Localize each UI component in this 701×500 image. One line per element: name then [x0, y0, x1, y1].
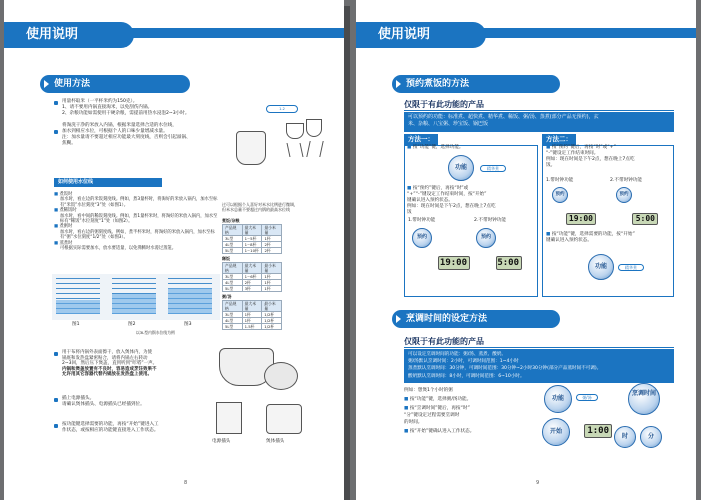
booking-button-2[interactable]: 预约 [476, 228, 496, 248]
mode-pill: 精华煮 [480, 165, 506, 172]
table-soup: 产品规格 最大米量 最小米量 3L型 1杯 1/2杯 4L型 1杯 1/2杯 5L型 1.5杯 1/2杯 [222, 300, 282, 330]
page-banner: 使用说明 [4, 22, 134, 48]
figure-caption-2: 图2 [128, 322, 136, 327]
start-text: 按功能键选择需要的功能，再按“开始”键进入工 作状态，或按相应的功能键直接进入工作状态。 [62, 422, 159, 433]
bullet-icon [54, 424, 58, 428]
divider [404, 110, 674, 111]
cooktime-subtitle: 仅限于有此功能的产品 [404, 337, 484, 346]
m2-clock-label: 1.带时钟功能 [546, 178, 574, 183]
bullet-icon [54, 130, 58, 134]
booking-functions-box: 可以预约的功能：标准煮、超快煮、精华煮、稀饭、粥/汤、蒸煮(部分产品无预约)，玄 米、杂粮、八宝粥、珍宝饭、锅巴饭 [404, 112, 674, 132]
bullet-icon [54, 101, 58, 105]
method-one-label: 方法一： [404, 134, 438, 145]
cook-time-button[interactable]: 烹调时间 [628, 383, 660, 415]
page-number: 8 [184, 480, 188, 486]
display-1900: 19:00 [438, 256, 470, 270]
right-page [356, 0, 696, 500]
m2-noclock-label: 2.不带时钟功能 [610, 178, 642, 183]
booking-button-3[interactable]: 预约 [552, 187, 568, 203]
display-500: 5:00 [496, 256, 522, 270]
booking-button-4[interactable]: 预约 [616, 187, 632, 203]
water-level-figures [52, 274, 220, 320]
method-two-label: 方法二： [542, 134, 576, 145]
page-number: 9 [536, 480, 540, 486]
table-rice: 产品规格 最大米量 最小米量 3L型 1~5杯 1杯 4L型 1~8杯 2杯 5L型 1~10杯 2杯 [222, 224, 282, 254]
display-500-b: 5:00 [632, 213, 658, 225]
function-button-3[interactable]: 功能 [544, 385, 572, 413]
function-button-2[interactable]: 功能 [588, 254, 614, 280]
bullet-icon [54, 352, 58, 356]
booking-subtitle: 仅限于有此功能的产品 [404, 100, 484, 109]
display-time: 1:00 [584, 424, 612, 438]
cooktime-steps: ■ 按“功能”键，选择粥/汤功能。 ■ 按“烹调时间”键后，再按“时” “分”键设定过程需要烹调时 的时间。 ■ 按“开始”键确认进入工作状态。 [404, 397, 475, 434]
plug-label-power: 电源插头 [212, 439, 231, 444]
hour-button[interactable]: 时 [614, 426, 636, 448]
plug-illustration [210, 398, 310, 444]
divider [404, 347, 674, 348]
place-pot-text: 用干布将内锅外表面擦干，放入煲体内，为使 锅底和发热盘紧密贴合，请将内锅左右转动 2~3回，然后压下煲盖，直到听到“咔嗒”一声。 内锅和煲盖放置有不良时，容易造成烹饪效果不 允许用其它容器代替内锅放在发热盘上使用。 [62, 350, 158, 378]
m1-step2: ■ 按“预约”键后，再按“时”或 “+”“-”键设定工作结束时间，按“开始” 键确认进入预约状态。 例如：现在时间是下午2点，想在晚上7点吃 饭 [407, 186, 496, 215]
mode-pill-2: 精华煮 [618, 264, 644, 271]
function-button[interactable]: 功能 [448, 155, 474, 181]
porridge-pill: 粥/汤 [576, 394, 598, 401]
page-gutter-shadow [344, 6, 350, 500]
page-banner: 使用说明 [356, 22, 486, 48]
rice-ratio-note: 过可以根据个人喜好对米水比例进行微调， 但米水总量不要超过内锅的最高水位线 [222, 202, 298, 212]
plug-in-text: 插上电源插头。 请确认煲体插头、电源插头已经插到位。 [62, 396, 145, 407]
booking-button[interactable]: 预约 [412, 228, 432, 248]
bullet-icon [54, 398, 58, 402]
section-title-cooktime: 烹调时间的设定方法 [392, 310, 560, 328]
rice-washing-illustration: 1-2 [226, 105, 326, 170]
inner-pot-illustration [214, 338, 304, 393]
minute-button[interactable]: 分 [640, 426, 662, 448]
m2-step2: ■ 按“功能”键，选择需要的功能，按“开始” 键确认进入预约状态。 [546, 232, 635, 243]
table-congee: 产品规格 最大米量 最小米量 3L型 1~6杯 1杯 4L型 2杯 1杯 5L型 3杯 1杯 [222, 262, 282, 292]
figure-note: 以3L型内锅水位线为例 [136, 330, 175, 335]
figure-caption-3: 图3 [184, 322, 192, 327]
water-line-instructions: ■ 煮饭时 加水时，看左边的米饭刻度线。例如，煮3量杯时，将淘好的米放入锅内，加水至标有“米饭”水位刻度“3”处（如图1）。 ■ 煮稀饭时 加水时，看中间的稀饭刻度线。例如，煮1量杯米时，将淘好的米放入锅内，加水至标有“稀饭”水位刻度“1”处（如图2）。 ■ 煮粥时 加水时，看右边的粥刻度线。例如，煮半杯米时，将淘好的米放入锅内，加水至标有“粥”水位刻度“1/2”处（如图3）。 ■ 蒸煮时 可根据实际需要加水，放水要适量，以免沸腾时水漫过蒸笼。 [54, 192, 218, 252]
cooktime-example: 例如：想煲1个小时的粥 [404, 388, 453, 393]
left-page [4, 0, 344, 500]
cooktime-functions-box: 可以设定烹调时间的功能：粥/汤、蒸煮、酸奶。 粥/汤默认烹调时间：2小时，可调时间范围：1~4小时 蒸煮默认烹调时间：30分钟，可调时间范围：30分钟~2小时30分钟(部分产品蒸时间不可调)。 酸奶默认烹调时间：8小时，可调时间范围：6~10小时。 [404, 349, 674, 383]
start-button[interactable]: 开始 [542, 418, 570, 446]
section-title-usage: 使用方法 [40, 75, 190, 93]
display-1900-b: 19:00 [566, 213, 596, 225]
m1-clock-label: 1.带时钟功能 [408, 218, 436, 223]
m1-step1: ■ 按“功能”键，选择功能。 [407, 145, 464, 150]
water-line-heading: 如何使用水位线 [54, 178, 162, 187]
intro-text: 用量杯取米（一平杯米约为150克）。 1、请不要用内锅直接淘米，以免刮伤内锅。 2、杂粮功能如需使用干硬杂粮，需提前用热水浸泡2~3小时。 将淘洗干净的米放入内锅，根据米量选择合适的水位线， 加水到相应水位，可根据个人的口味少量增减水量。 注：加水量请不要超过相应功能最大刻度线，否则会引起溢锅、 焦糊。 [62, 99, 191, 146]
plug-label-body: 煲体插头 [266, 439, 285, 444]
m1-noclock-label: 2.不带时钟功能 [474, 218, 506, 223]
capacity-tables: 煮饭/杂粮 产品规格 最大米量 最小米量 3L型 1~5杯 1杯 4L型 1~8杯 2杯 5L型 1~10杯 2杯 稀饭 产品规格 最大米量 最小米量 3L型 1~6杯 1杯 4L型 2杯 1杯 5L型 3杯 1杯 粥/汤 产品规格 最大米量 最小米量 3L型 1杯 1/2杯 4L型 1杯 1/2杯 5L型 1.5杯 1/2杯 [222, 218, 282, 330]
m2-step1: ■ 按“预约”键后，再按“时”或“+” “-”键设定工作结束时间。 例如：现在时间是下午2点，想在晚上7点吃 饭。 [546, 145, 635, 168]
section-title-booking: 预约煮饭的方法 [392, 75, 560, 93]
figure-caption-1: 图1 [72, 322, 80, 327]
